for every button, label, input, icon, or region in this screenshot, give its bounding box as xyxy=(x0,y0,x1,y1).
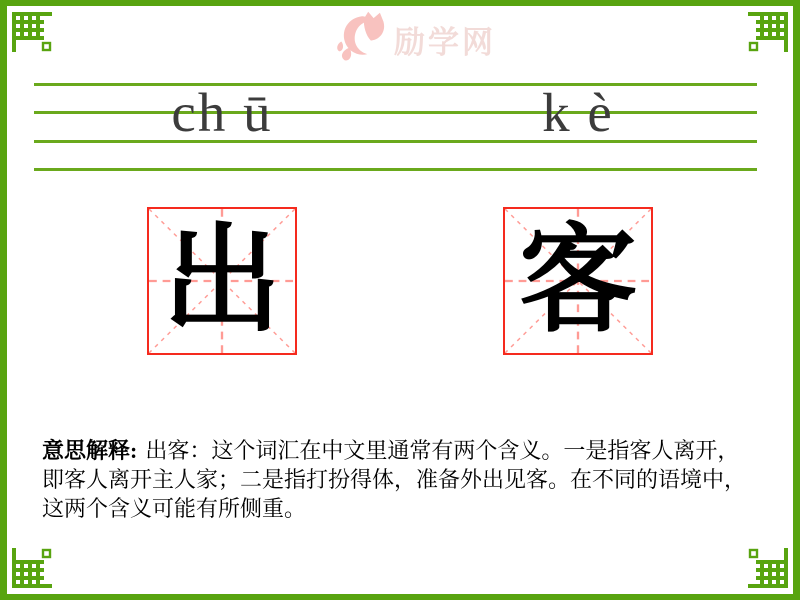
definition-body: 出客：这个词汇在中文里通常有两个含义。一是指客人离开，即客人离开主人家；二是指打扮得体，准备外出见客。在不同的语境中，这两个含义可能有所侧重。 xyxy=(42,438,747,521)
frame-border-bottom xyxy=(0,594,800,600)
character-card-chu xyxy=(147,207,297,355)
watermark-logo xyxy=(334,12,496,66)
definition-paragraph xyxy=(42,436,760,523)
watermark-brand-text: 励学网 xyxy=(394,24,496,60)
pinyin-syllable-ke: k è xyxy=(542,82,614,143)
definition-label: 意思解释: xyxy=(42,438,138,463)
hanzi-glyph-chu: 出 xyxy=(162,216,281,347)
character-card-ke xyxy=(503,207,653,355)
pinyin-syllable-chu: ch ū xyxy=(171,82,273,143)
frame-border-left xyxy=(0,0,7,600)
frame-border-right xyxy=(793,0,800,600)
corner-ornament-top-right xyxy=(746,6,794,54)
corner-ornament-bottom-left xyxy=(6,546,54,594)
fox-swirl-icon xyxy=(334,10,388,69)
corner-ornament-bottom-right xyxy=(746,546,794,594)
corner-ornament-top-left xyxy=(6,6,54,54)
frame-border-top xyxy=(0,0,800,6)
hanzi-glyph-ke: 客 xyxy=(518,216,637,347)
pinyin-guide-line xyxy=(34,168,757,171)
